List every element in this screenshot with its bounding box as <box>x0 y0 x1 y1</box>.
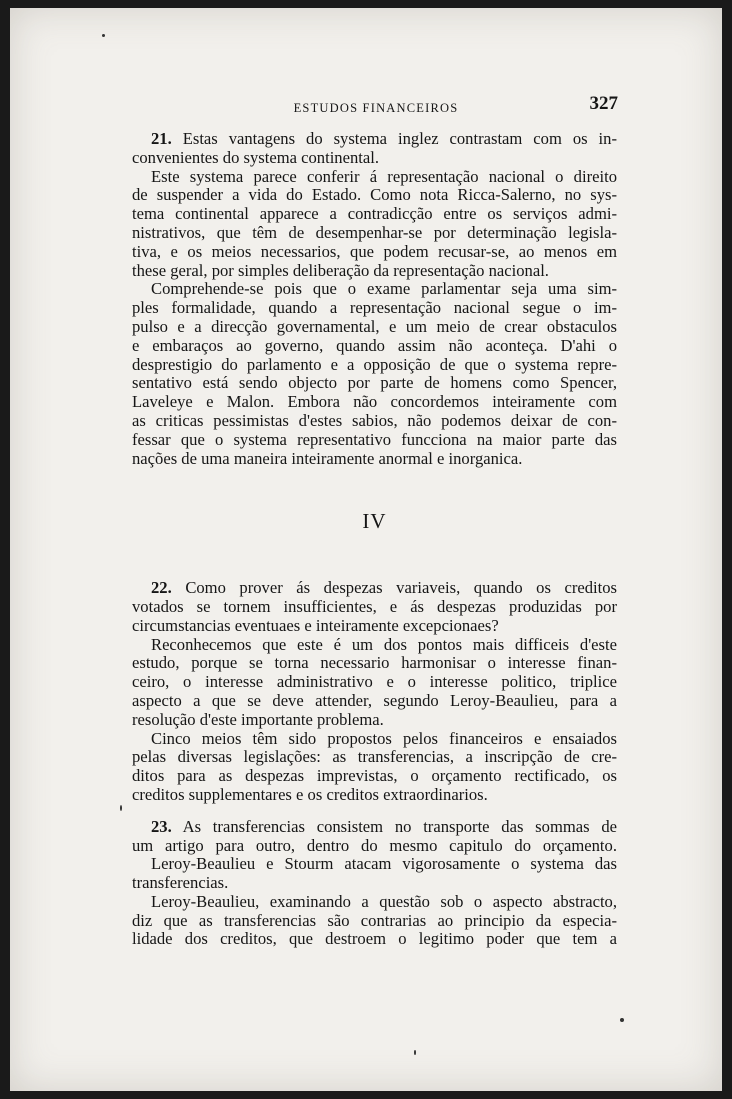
p21-line-10: pulso e a direcção governamental, e um meio de crear obstaculos <box>132 317 617 336</box>
p22-line-1: votados se tornem insufficientes, e ás despezas produzidas por <box>132 597 617 616</box>
book-page <box>10 8 722 1091</box>
p21-line-6: tiva, e os meios necessarios, que podem recusar-se, ao menos em <box>132 242 617 261</box>
section-heading-iv: IV <box>362 509 387 534</box>
p23-line-6: lidade dos creditos, que destroem o legitimo poder que tem a <box>132 930 617 949</box>
p21-line-13: sentativo está sendo objecto por parte de homens como Spencer, <box>132 374 617 393</box>
p22-line-7: resolução d'este importante problema. <box>132 710 384 729</box>
p21-line-8: Comprehende-se pois que o exame parlamentar seja uma sim- <box>151 280 617 299</box>
p22-line-2: circumstancias eventuaes e inteiramente excepcionaes? <box>132 616 499 635</box>
paragraph-number-23: 23. <box>151 817 172 836</box>
p21-line-5: nistrativos, que têm de desempenhar-se por determinação legisla- <box>132 223 617 242</box>
p21-line-2: Este systema parece conferir á representação nacional o direito <box>151 167 617 186</box>
p21-line-11: e embaraços ao governo, quando assim não aconteça. D'ahi o <box>132 336 617 355</box>
print-speck <box>120 805 122 811</box>
page-body <box>132 130 617 949</box>
p22-line-3: Reconhecemos que este é um dos pontos mais difficeis d'este <box>151 635 617 654</box>
p21-line-0: 21. Estas vantagens do systema inglez contrastam com os in- <box>151 130 617 148</box>
p22-line-4: estudo, porque se torna necessario harmonisar o interesse finan- <box>132 654 617 673</box>
p23-line-0: 23. As transferencias consistem no transporte das sommas de <box>151 817 617 836</box>
p22-line-6: aspecto a que se deve attender, segundo Leroy-Beaulieu, para a <box>132 691 617 710</box>
page-header <box>132 93 620 121</box>
p22-line-5: ceiro, o interesse administrativo e o interesse politico, triplice <box>132 673 617 692</box>
print-speck <box>414 1050 416 1055</box>
p21-line-16: fessar que o systema representativo funcciona na maior parte das <box>132 430 617 449</box>
p23-line-5: diz que as transferencias são contrarias ao principio da especia- <box>132 911 617 930</box>
p22-line-0: 22. Como prover ás despezas variaveis, quando os creditos <box>151 579 617 598</box>
paragraph-number-22: 22. <box>151 579 172 598</box>
p23-line-3: transferencias. <box>132 874 229 893</box>
p21-line-12: desprestigio do parlamento e a opposição de que o systema repre- <box>132 355 617 374</box>
page-number: 327 <box>589 93 618 114</box>
p22-line-9: pelas diversas legislações: as transferencias, a inscripção de cre- <box>132 748 617 767</box>
p23-line-4: Leroy-Beaulieu, examinando a questão sob o aspecto abstracto, <box>151 892 617 911</box>
p21-line-7: these geral, por simples deliberação da representação nacional. <box>132 261 549 280</box>
print-speck <box>620 1018 624 1022</box>
p22-line-11: creditos supplementares e os creditos extraordinarios. <box>132 785 488 804</box>
p21-line-17: nações de uma maneira inteiramente anormal e inorganica. <box>132 449 523 468</box>
p21-line-14: Laveleye e Malon. Embora não concordemos inteiramente com <box>132 393 617 412</box>
paragraph-gap <box>132 805 617 818</box>
print-speck <box>102 34 105 37</box>
p22-line-10: ditos para as despezas imprevistas, o orçamento rectificado, os <box>132 767 617 786</box>
p23-line-1: um artigo para outro, dentro do mesmo capitulo do orçamento. <box>132 836 617 855</box>
p21-line-3: de suspender a vida do Estado. Como nota Ricca-Salerno, no sys- <box>132 186 617 205</box>
p22-line-8: Cinco meios têm sido propostos pelos financeiros e ensaiados <box>151 729 617 748</box>
p21-line-15: as criticas pessimistas d'estes sabios, não podemos deixar de con- <box>132 411 617 430</box>
p23-line-2: Leroy-Beaulieu e Stourm atacam vigorosamente o systema das <box>151 855 617 874</box>
running-title: ESTUDOS FINANCEIROS <box>293 101 459 115</box>
p21-line-1: convenientes do systema continental. <box>132 148 379 167</box>
p21-line-9: ples formalidade, quando a representação nacional segue o im- <box>132 299 617 318</box>
p21-line-4: tema continental apparece a contradicção entre os serviços admi- <box>132 205 617 224</box>
paragraph-number-21: 21. <box>151 130 172 148</box>
